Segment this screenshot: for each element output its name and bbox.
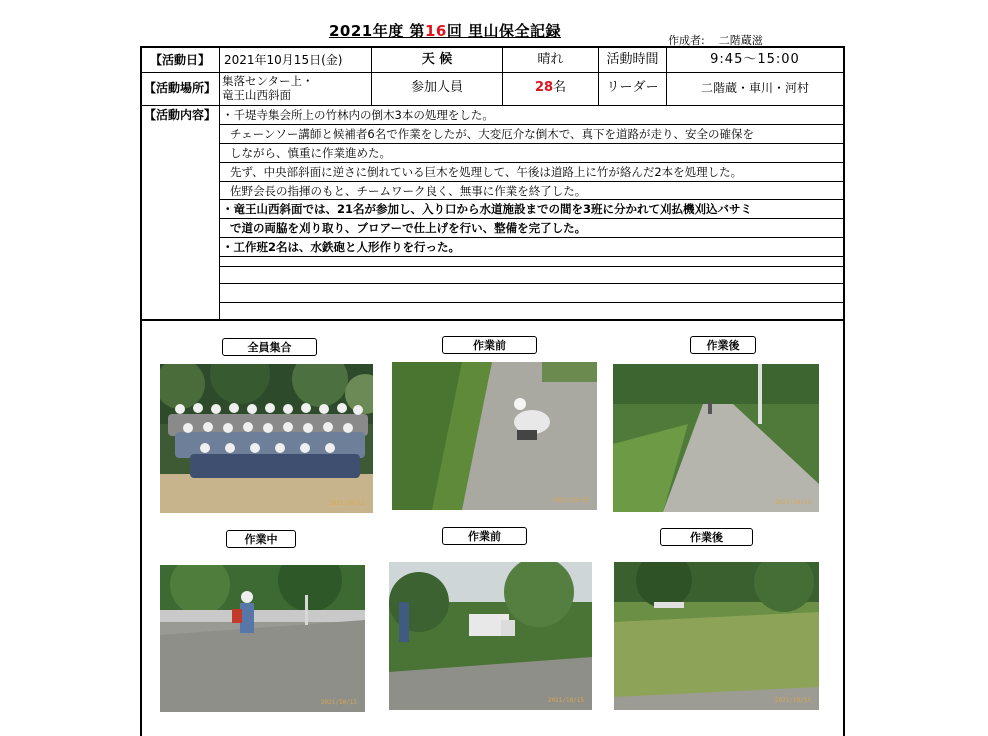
photo-date-stamp: 2021/10/15: [774, 499, 811, 506]
photo-date-stamp: 2021/10/15: [552, 497, 589, 504]
photo-after-work-1: [613, 364, 819, 512]
photo-during-work: [160, 565, 365, 712]
leader-label: リーダー: [606, 80, 659, 95]
photo-after-work-2: [614, 562, 819, 710]
time-label: 活動時間: [606, 52, 659, 67]
place-line-2: 竜王山西斜面: [222, 88, 291, 102]
weather-label: 天 候: [421, 52, 453, 67]
content-line: ・千堤寺集会所上の竹林内の倒木3本の処理をした。: [222, 108, 494, 122]
leader-value: 二階蔵・車川・河村: [700, 81, 809, 95]
content-line: チェーンソー講師と候補者6名で作業をしたが、大変厄介な倒木で、真下を道路が走り、安全の確保を: [230, 127, 755, 141]
date-label: 【活動日】: [149, 53, 210, 67]
time-value: 9:45～15:00: [710, 52, 800, 67]
participants-value: [503, 72, 598, 104]
photo-date-stamp: 2021/10/15: [774, 697, 811, 704]
photo-before-work-2: [389, 562, 592, 710]
participants-count: 28: [534, 80, 554, 95]
photo-before-work-1: [392, 362, 597, 510]
photo-label-all-gather: 全員集合: [222, 338, 317, 356]
title-number: 16: [424, 22, 447, 40]
content-line: ・竜王山西斜面では、21名が参加し、入り口から水道施設までの間を3班に分かれて刈払機刈込バサミ: [222, 202, 752, 216]
photo-date-stamp: 2021/10/15: [328, 500, 365, 507]
content-line: しながら、慎重に作業進めた。: [230, 146, 391, 160]
author-name: 二階蔵滋: [718, 34, 763, 47]
photo-date-stamp: 2021/10/15: [547, 697, 584, 704]
photo-label-before-1: 作業前: [442, 336, 537, 354]
place-value: [220, 74, 370, 104]
participants-label: 参加人員: [410, 80, 463, 95]
weather-value: 晴れ: [537, 52, 564, 67]
photo-label-before-2: 作業前: [442, 527, 527, 545]
content-label: 【活動内容】: [143, 108, 216, 122]
photo-group-gathering: [160, 364, 373, 513]
content-line: 先ず、中央部斜面に逆さに倒れている巨木を処理して、午後は道路上に竹が絡んだ2本を処理した。: [230, 165, 743, 179]
photo-date-stamp: 2021/10/15: [320, 699, 357, 706]
content-line: ・工作班2名は、水鉄砲と人形作りを行った。: [222, 240, 460, 254]
place-line-1: 集落センター上・: [222, 74, 314, 88]
content-line: で道の両脇を刈り取り、ブロアーで仕上げを行い、整備を完了した。: [230, 221, 587, 235]
page-title: 2021年度 第16回 里山保全記録: [328, 22, 562, 40]
photo-label-during: 作業中: [226, 530, 296, 548]
content-line: 佐野会長の指揮のもと、チームワーク良く、無事に作業を終了した。: [230, 184, 587, 198]
place-label: 【活動場所】: [143, 81, 216, 95]
photo-label-after-1: 作業後: [690, 336, 756, 354]
author-label: 作成者:: [668, 34, 705, 47]
participants-unit: 名: [553, 80, 567, 95]
photo-label-after-2: 作業後: [660, 528, 753, 546]
date-value: 2021年10月15日(金): [224, 53, 343, 67]
